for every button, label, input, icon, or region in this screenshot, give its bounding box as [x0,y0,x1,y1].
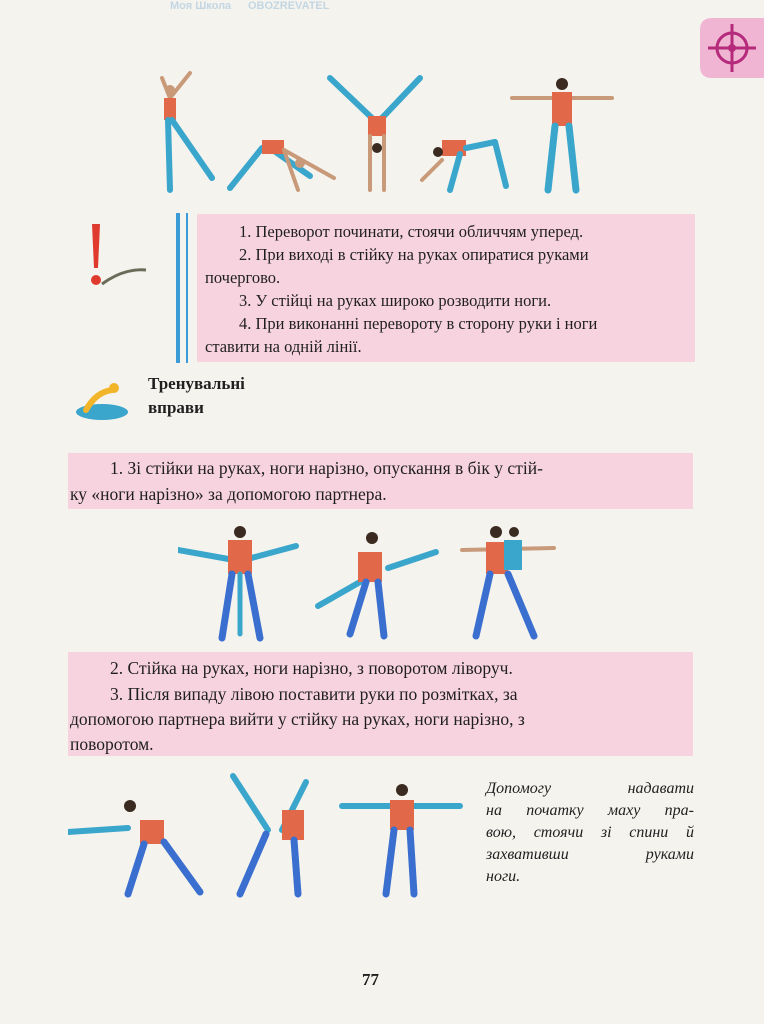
pair-figure-4 [68,800,200,894]
exercise-3-line-3: поворотом. [70,734,154,754]
note-line-5: ноги. [486,868,521,885]
pair-figure-3 [462,526,554,636]
rule-line-4: 3. У стійці на руках широко розводити ноги. [239,291,552,310]
exercise-3-line-1: 3. Після випаду лівою поставити руки по розмітках, за [110,684,518,704]
partner-assist-illustration-2 [68,770,463,900]
rule-line-3: почергово. [205,268,281,287]
section-title-line-2: вправи [148,398,204,417]
rule-line-5: 4. При виконанні перевороту в сторону руки і ноги [239,314,598,333]
note-line-1: Допомогу надавати [486,780,694,797]
exclamation-icon [84,224,150,294]
watermark-school: Моя Школа [170,0,232,12]
rules-accent-bar-thin [186,213,188,363]
rule-line-6: ставити на одній лінії. [205,337,362,356]
training-icon [72,380,130,422]
pair-figure-1 [178,526,296,638]
target-icon [700,18,764,78]
assistance-note [486,778,694,888]
note-line-4: захвативши руками [486,846,694,863]
section-title [148,372,288,420]
exercise-2-line: 2. Стійка на руках, ноги нарізно, з поворотом ліворуч. [110,658,513,678]
pair-figure-6 [342,784,460,894]
partner-assist-illustration-1 [178,522,556,642]
rule-line-2: 2. При виході в стійку на руках опиратися руками [239,245,589,264]
exercise-1-line-1: 1. Зі стійки на руках, ноги нарізно, опускання в бік у стій- [110,458,543,478]
gymnast-figure-1 [162,73,212,190]
section-title-line-1: Тренувальні [148,374,245,393]
page-number: 77 [362,970,379,989]
exercise-1-line-2: ку «ноги нарізно» за допомогою партнера. [70,484,387,504]
gymnast-figure-4 [422,140,506,190]
watermark-obozrevatel: OBOZREVATEL [248,0,330,12]
rules-accent-bar [176,213,180,363]
note-line-3: вою, стоячи зі спини й [486,824,694,841]
rule-line-1: 1. Переворот починати, стоячи обличчям уперед. [239,222,584,241]
exercise-3-line-2: допомогою партнера вийти у стійку на руках, ноги нарізно, з [70,709,525,729]
gymnast-figure-3 [330,78,420,190]
pair-figure-2 [318,532,436,636]
pair-figure-5 [233,776,306,894]
gymnast-figure-2 [230,140,334,190]
gymnast-figure-5 [512,78,612,190]
note-line-2: на початку маху пра- [486,802,694,819]
cartwheel-sequence-illustration [150,68,620,198]
